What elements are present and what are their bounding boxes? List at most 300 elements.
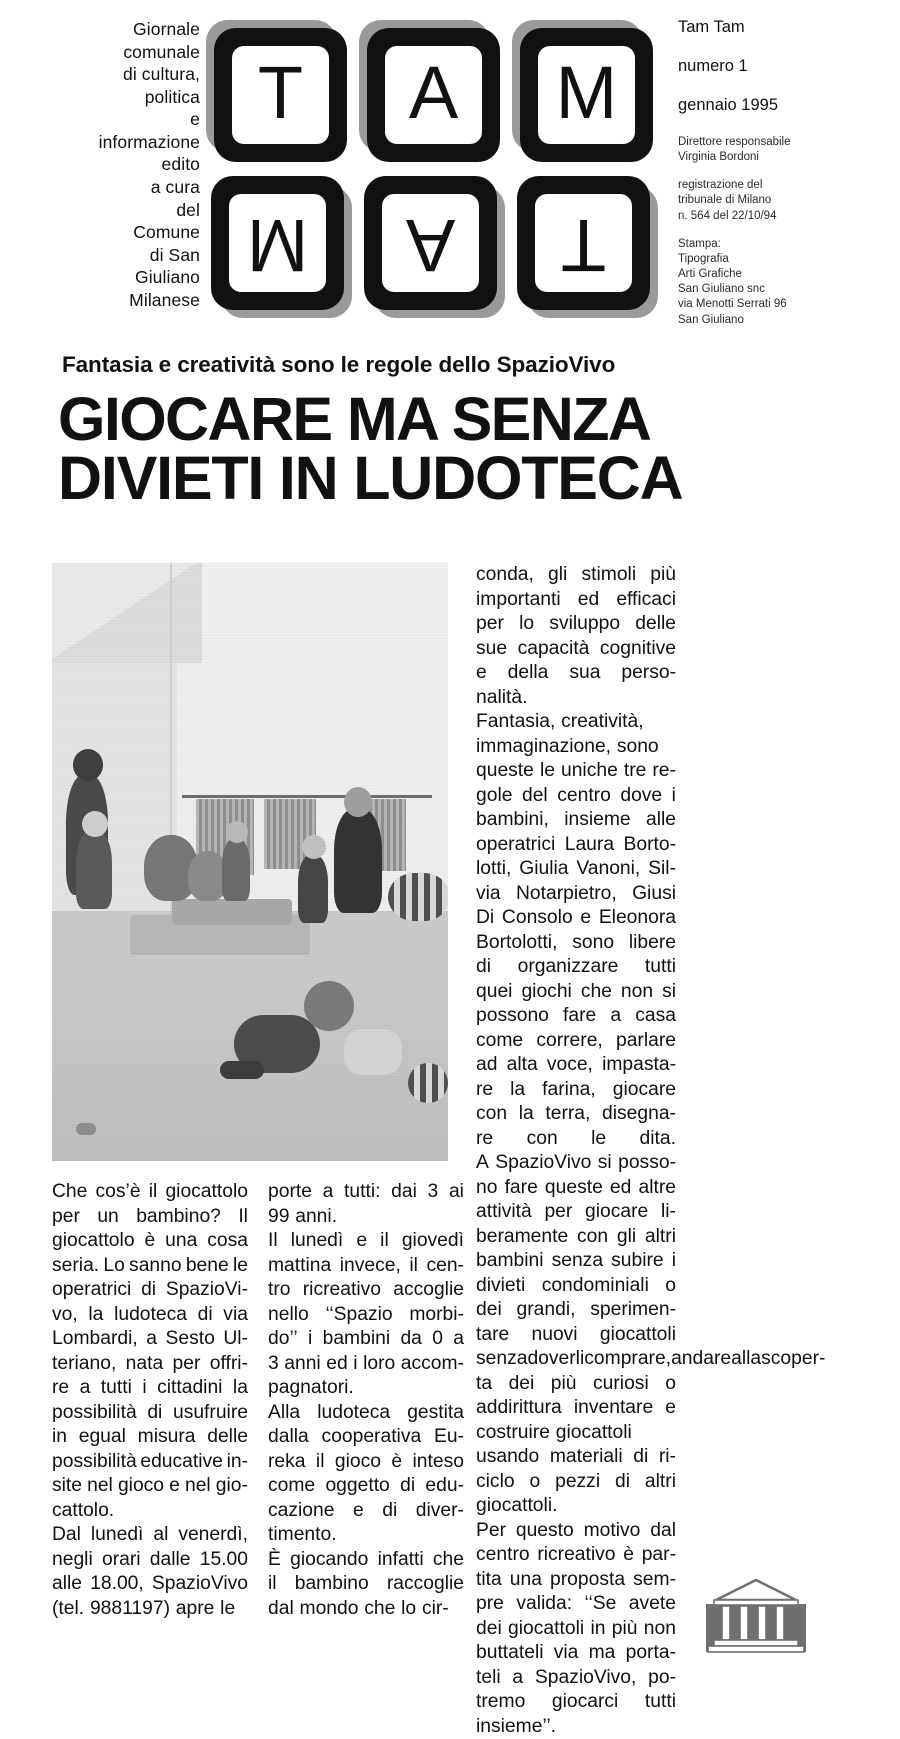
article-word: insieme bbox=[564, 808, 630, 833]
article-word: dal bbox=[268, 1597, 294, 1622]
article-text-line bbox=[476, 1004, 676, 1029]
article-word: altri bbox=[645, 1470, 676, 1495]
article-word: pezzi bbox=[555, 1470, 600, 1495]
article-word: o bbox=[665, 1274, 676, 1299]
article-word: misura bbox=[138, 1425, 196, 1450]
article-text-line bbox=[268, 1376, 464, 1401]
article-word: si bbox=[598, 1151, 612, 1176]
article-word: impasta- bbox=[602, 1053, 676, 1078]
article-word: che bbox=[581, 980, 612, 1005]
article-word: SpazioVivo bbox=[495, 1151, 591, 1176]
article-word: par- bbox=[642, 1543, 676, 1568]
article-word: ricreativo bbox=[537, 1543, 615, 1568]
article-word: senza bbox=[552, 1249, 603, 1274]
article-word: e bbox=[353, 1499, 364, 1524]
director-name: Virginia Bordoni bbox=[678, 150, 868, 165]
article-text-line bbox=[268, 1205, 464, 1230]
article-word: sono bbox=[617, 735, 659, 760]
article-word: venerdì, bbox=[178, 1523, 248, 1548]
article-text-line bbox=[476, 906, 676, 931]
article-word: sua bbox=[569, 661, 600, 686]
article-word: immaginazione, bbox=[476, 735, 611, 760]
article-text-line bbox=[476, 710, 676, 735]
article-word: costruire bbox=[476, 1421, 550, 1446]
article-word: giocarci bbox=[552, 1690, 618, 1715]
article-word: timento. bbox=[268, 1523, 337, 1548]
article-word: inteso bbox=[413, 1450, 464, 1475]
article-word: conda, bbox=[476, 563, 534, 588]
article-word: di bbox=[476, 955, 491, 980]
article-word: Lo bbox=[103, 1254, 124, 1279]
article-word: Notarpietro, bbox=[516, 882, 617, 907]
article-word: in bbox=[52, 1425, 67, 1450]
article-word: cazione bbox=[268, 1499, 334, 1524]
article-word: re bbox=[476, 1078, 493, 1103]
article-word: i bbox=[142, 1376, 146, 1401]
keycap-face bbox=[232, 46, 329, 144]
article-word: centro bbox=[476, 1543, 530, 1568]
article-word: ‘‘Spazio bbox=[325, 1303, 392, 1328]
article-word: il bbox=[380, 1229, 389, 1254]
article-word: (tel. bbox=[52, 1597, 84, 1622]
article-word: possibilità bbox=[52, 1401, 137, 1426]
article-word: lunedì bbox=[91, 1523, 144, 1548]
article-word: nello bbox=[268, 1303, 309, 1328]
article-word: per bbox=[52, 1205, 80, 1230]
article-text-line bbox=[476, 1127, 676, 1152]
article-word: bambino? bbox=[136, 1205, 221, 1230]
article-word: educative bbox=[140, 1450, 223, 1475]
article-word: dita. bbox=[640, 1127, 676, 1152]
article-text-line bbox=[476, 980, 676, 1005]
article-word: o bbox=[529, 1470, 540, 1495]
article-word: cooperativa bbox=[322, 1425, 422, 1450]
article-word: bambini, bbox=[476, 808, 549, 833]
article-text-line bbox=[268, 1499, 464, 1524]
article-word: scoper- bbox=[761, 1347, 825, 1372]
article-word: sue bbox=[476, 637, 507, 662]
article-word: queste bbox=[545, 1176, 603, 1201]
article-word: a bbox=[146, 1327, 157, 1352]
article-word: è bbox=[623, 1543, 634, 1568]
article-word: grandi, bbox=[517, 1298, 576, 1323]
article-text-line bbox=[476, 1519, 676, 1544]
printer-line: via Menotti Serrati 96 bbox=[678, 297, 868, 312]
article-word: per bbox=[544, 1200, 572, 1225]
article-text-line bbox=[268, 1548, 464, 1573]
article-word: usando bbox=[476, 1445, 539, 1470]
article-word: morbi- bbox=[409, 1303, 464, 1328]
article-word: gio- bbox=[216, 1474, 248, 1499]
article-word: tutti: bbox=[344, 1180, 380, 1205]
article-word: addirittura bbox=[476, 1396, 562, 1421]
article-text-line bbox=[268, 1450, 464, 1475]
article-word: efficaci bbox=[616, 588, 676, 613]
article-word: nel bbox=[185, 1474, 211, 1499]
article-word: sperimen- bbox=[590, 1298, 676, 1323]
article-text-line bbox=[268, 1180, 464, 1205]
keycap-face bbox=[538, 46, 635, 144]
article-word: gole bbox=[476, 784, 512, 809]
article-word: li- bbox=[661, 1200, 676, 1225]
article-word: di bbox=[615, 1470, 630, 1495]
article-word: re- bbox=[652, 759, 676, 784]
article-word: alla bbox=[731, 1347, 761, 1372]
article-word: uniche bbox=[561, 759, 618, 784]
article-word: comprare, bbox=[584, 1347, 671, 1372]
keycap-letter: A bbox=[406, 208, 455, 282]
masthead-descriptor-line: Comune bbox=[48, 221, 200, 244]
article-word: più bbox=[612, 1617, 638, 1642]
article-text-line bbox=[476, 931, 676, 956]
article-word: invece, bbox=[340, 1254, 401, 1279]
article-word: dei bbox=[509, 1372, 535, 1397]
article-word: seria. bbox=[52, 1254, 99, 1279]
article-word: creatività, bbox=[561, 710, 644, 735]
printer-line: Tipografia bbox=[678, 252, 868, 267]
article-word: diver- bbox=[416, 1499, 464, 1524]
article-word: o bbox=[665, 1372, 676, 1397]
article-word: porte bbox=[268, 1180, 312, 1205]
article-text-line bbox=[476, 833, 676, 858]
article-text-line bbox=[476, 1690, 676, 1715]
tamtam-logo bbox=[206, 20, 658, 320]
article-word: cen- bbox=[426, 1254, 464, 1279]
article-word: il bbox=[316, 1450, 325, 1475]
article-text-line bbox=[476, 1470, 676, 1495]
article-word: cosa bbox=[207, 1229, 248, 1254]
article-word: stimoli bbox=[581, 563, 636, 588]
article-word: casa bbox=[635, 1004, 676, 1029]
article-word: dei bbox=[476, 1298, 502, 1323]
article-text-line bbox=[476, 1053, 676, 1078]
article-column-1 bbox=[52, 1180, 248, 1621]
article-word: accom- bbox=[401, 1352, 464, 1377]
article-word: giocattoli. bbox=[476, 1494, 557, 1519]
article-word: vo, bbox=[52, 1303, 78, 1328]
keycap-tile bbox=[207, 172, 352, 318]
article-word: giocando bbox=[290, 1548, 368, 1573]
article-word: ludoteca bbox=[114, 1303, 187, 1328]
classical-temple-icon bbox=[700, 1578, 812, 1656]
tamtam-logo-row-upper bbox=[206, 20, 658, 166]
article-word: Lombardi, bbox=[52, 1327, 138, 1352]
article-word: con bbox=[577, 1225, 608, 1250]
article-word: a bbox=[610, 1004, 621, 1029]
article-word: ed bbox=[610, 1176, 631, 1201]
article-text-line bbox=[476, 1298, 676, 1323]
article-word: sono bbox=[572, 931, 614, 956]
article-word: come bbox=[268, 1474, 315, 1499]
article-word: e bbox=[665, 1396, 676, 1421]
article-word: infatti bbox=[378, 1548, 424, 1573]
article-word: ed bbox=[326, 1352, 347, 1377]
article-text-line bbox=[476, 955, 676, 980]
article-word: anni bbox=[284, 1352, 320, 1377]
keycap-letter: T bbox=[561, 208, 606, 282]
article-word: le bbox=[540, 759, 555, 784]
keycap-letter: A bbox=[409, 56, 458, 130]
article-text-line bbox=[268, 1327, 464, 1352]
article-word: 18.00, bbox=[90, 1572, 144, 1597]
article-word: fare bbox=[563, 1004, 596, 1029]
article-text-line bbox=[476, 1274, 676, 1299]
article-text-line bbox=[476, 1617, 676, 1642]
article-text-line bbox=[268, 1352, 464, 1377]
article-word: tremo bbox=[476, 1690, 525, 1715]
article-text-line bbox=[476, 882, 676, 907]
article-word: di bbox=[633, 1445, 648, 1470]
article-text-line bbox=[476, 1445, 676, 1470]
article-word: Per bbox=[476, 1519, 506, 1544]
article-text-line bbox=[476, 637, 676, 662]
article-text-line bbox=[268, 1425, 464, 1450]
article-text-line bbox=[476, 1568, 676, 1593]
article-text-line bbox=[52, 1499, 248, 1524]
article-word: Dal bbox=[52, 1523, 81, 1548]
printer-block bbox=[678, 237, 868, 328]
article-word: delle bbox=[207, 1425, 248, 1450]
article-word: giocattolo bbox=[165, 1180, 248, 1205]
article-word: non bbox=[644, 1617, 676, 1642]
article-word: parlare bbox=[616, 1029, 676, 1054]
article-word: curiosi bbox=[593, 1372, 649, 1397]
article-text-line bbox=[476, 1249, 676, 1274]
article-word: la bbox=[88, 1303, 103, 1328]
article-word: cattolo. bbox=[52, 1499, 114, 1524]
article-word: Consolo bbox=[502, 906, 573, 931]
printer-line: San Giuliano bbox=[678, 313, 868, 328]
article-word: giocattoli bbox=[600, 1323, 676, 1348]
article-word: libere bbox=[629, 931, 676, 956]
article-word: di bbox=[141, 1278, 156, 1303]
article-word: tare bbox=[476, 1323, 509, 1348]
article-word: i bbox=[353, 1352, 357, 1377]
printer-line: Stampa: bbox=[678, 237, 868, 252]
article-word: alta bbox=[507, 1053, 538, 1078]
article-word: bene bbox=[186, 1254, 229, 1279]
article-text-line bbox=[52, 1180, 248, 1205]
article-word: cos’è bbox=[96, 1180, 141, 1205]
article-word: 0 bbox=[432, 1327, 443, 1352]
article-word: 3 bbox=[268, 1352, 279, 1377]
article-word: Di bbox=[476, 906, 494, 931]
article-word: e bbox=[169, 1474, 180, 1499]
article-text-line bbox=[52, 1327, 248, 1352]
masthead bbox=[0, 0, 900, 330]
article-word: accoglie bbox=[393, 1278, 464, 1303]
article-word: materiali bbox=[550, 1445, 623, 1470]
masthead-colophon bbox=[678, 18, 868, 341]
article-text-line bbox=[476, 1102, 676, 1127]
keycap-face bbox=[229, 194, 326, 292]
article-text-line bbox=[52, 1572, 248, 1597]
article-word: possono bbox=[476, 1004, 549, 1029]
article-word: loro bbox=[363, 1352, 395, 1377]
article-word: gioco bbox=[118, 1474, 164, 1499]
registration-line: n. 564 del 22/10/94 bbox=[678, 209, 868, 224]
article-word: condominiali bbox=[542, 1274, 649, 1299]
article-word: ricreativo bbox=[303, 1278, 381, 1303]
article-word: doverli bbox=[527, 1347, 584, 1372]
article-word: il bbox=[409, 1254, 418, 1279]
article-word: dai bbox=[391, 1180, 417, 1205]
article-word: A bbox=[476, 1151, 489, 1176]
article-text-line bbox=[52, 1523, 248, 1548]
article-text-line bbox=[476, 1176, 676, 1201]
article-word: tre bbox=[624, 759, 647, 784]
article-word: re bbox=[52, 1376, 69, 1401]
article-word: importanti bbox=[476, 588, 561, 613]
keycap-tile bbox=[206, 20, 351, 166]
article-word: operatrici bbox=[52, 1278, 131, 1303]
article-word: giovedì bbox=[402, 1229, 464, 1254]
article-word: e bbox=[356, 1229, 367, 1254]
article-word: cognitive bbox=[600, 637, 676, 662]
article-word: ed bbox=[578, 588, 599, 613]
article-word: oggetto bbox=[325, 1474, 389, 1499]
tamtam-logo-row-lower bbox=[206, 172, 658, 318]
masthead-descriptor-line: edito bbox=[48, 153, 200, 176]
article-word: al bbox=[153, 1523, 168, 1548]
article-text-line bbox=[476, 686, 676, 711]
article-text-line bbox=[476, 784, 676, 809]
article-word: sanno bbox=[129, 1254, 182, 1279]
article-word: un bbox=[97, 1205, 118, 1230]
article-word: 9881197) bbox=[90, 1597, 170, 1622]
article-photo bbox=[52, 563, 448, 1161]
article-word: valida: bbox=[516, 1592, 572, 1617]
article-word: Bortolotti, bbox=[476, 931, 557, 956]
article-word: sem- bbox=[633, 1568, 676, 1593]
article-word: apre bbox=[176, 1597, 215, 1622]
article-text-line bbox=[52, 1352, 248, 1377]
article-text-line bbox=[476, 1029, 676, 1054]
article-word: via bbox=[223, 1303, 248, 1328]
article-word: bambini bbox=[323, 1327, 391, 1352]
article-word: alle bbox=[646, 808, 676, 833]
article-word: in- bbox=[227, 1450, 248, 1475]
article-word: dalle bbox=[150, 1548, 191, 1573]
keycap-face bbox=[385, 46, 482, 144]
article-word: le bbox=[220, 1597, 235, 1622]
keycap-face bbox=[535, 194, 632, 292]
article-text-line bbox=[52, 1401, 248, 1426]
article-word: Borto- bbox=[623, 833, 676, 858]
article-word: Eleonora bbox=[599, 906, 676, 931]
article-word: organizzare bbox=[518, 955, 619, 980]
printer-line: San Giuliano snc bbox=[678, 282, 868, 297]
article-text-line bbox=[268, 1254, 464, 1279]
article-word: disegna- bbox=[602, 1102, 676, 1127]
article-word: tita bbox=[476, 1568, 502, 1593]
article-text-line bbox=[268, 1303, 464, 1328]
article-word: po- bbox=[648, 1666, 676, 1691]
article-word: ri- bbox=[659, 1445, 676, 1470]
article-word: il bbox=[268, 1572, 277, 1597]
masthead-descriptor-line: di San bbox=[48, 244, 200, 267]
article-word: a bbox=[453, 1327, 464, 1352]
article-word: Sil- bbox=[648, 857, 676, 882]
article-word: gioco bbox=[335, 1450, 381, 1475]
article-word: SpazioVivo, bbox=[535, 1666, 636, 1691]
article-word: mattina bbox=[268, 1254, 331, 1279]
keycap-tile bbox=[360, 172, 505, 318]
registration-line: registrazione del bbox=[678, 178, 868, 193]
article-word: re bbox=[476, 1127, 493, 1152]
article-text-line bbox=[476, 1543, 676, 1568]
article-text-line bbox=[476, 857, 676, 882]
article-word: Che bbox=[52, 1180, 87, 1205]
article-word: Eu- bbox=[434, 1425, 464, 1450]
article-word: dal bbox=[650, 1519, 676, 1544]
article-text-line bbox=[52, 1450, 248, 1475]
article-word: la bbox=[519, 1102, 534, 1127]
article-word: proposta bbox=[550, 1568, 625, 1593]
article-word: che bbox=[433, 1548, 464, 1573]
article-word: Il bbox=[268, 1229, 278, 1254]
article-word: è bbox=[144, 1229, 155, 1254]
article-word: del bbox=[522, 784, 548, 809]
article-word: Sesto bbox=[166, 1327, 215, 1352]
article-word: nalità. bbox=[476, 686, 527, 711]
keycap-tile bbox=[513, 172, 658, 318]
article-text-line bbox=[268, 1523, 464, 1548]
article-word: e bbox=[476, 661, 487, 686]
article-word: come bbox=[476, 1029, 523, 1054]
article-word: senza bbox=[476, 1347, 527, 1372]
keycap-letter: T bbox=[258, 56, 303, 130]
article-word: bambini bbox=[476, 1249, 544, 1274]
article-word: di bbox=[400, 1474, 415, 1499]
article-word: le bbox=[591, 1127, 606, 1152]
article-text-line bbox=[476, 1225, 676, 1250]
article-word: giocare bbox=[613, 1078, 676, 1103]
article-word: offri- bbox=[210, 1352, 248, 1377]
director-label: Direttore responsabile bbox=[678, 135, 868, 150]
article-text-line bbox=[52, 1597, 248, 1622]
article-word: Giusi bbox=[632, 882, 676, 907]
article-word: ad bbox=[476, 1053, 497, 1078]
article-word: orari bbox=[102, 1548, 141, 1573]
keycap-face bbox=[382, 194, 479, 292]
article-word: perso- bbox=[621, 661, 676, 686]
article-word: gestita bbox=[407, 1401, 464, 1426]
article-word: sviluppo bbox=[549, 612, 620, 637]
article-word: ciclo bbox=[476, 1470, 515, 1495]
article-word: andare bbox=[671, 1347, 731, 1372]
article-word: ai bbox=[449, 1180, 464, 1205]
article-word: SpazioVi- bbox=[166, 1278, 248, 1303]
article-text-line bbox=[476, 1396, 676, 1421]
article-word: SpazioVivo bbox=[152, 1572, 248, 1597]
article-word: a bbox=[512, 1666, 523, 1691]
article-text-line bbox=[476, 612, 676, 637]
article-word: dei bbox=[476, 1617, 502, 1642]
article-word: 3 bbox=[428, 1180, 439, 1205]
article-word: e bbox=[580, 906, 591, 931]
article-word: per bbox=[476, 612, 504, 637]
masthead-descriptor-line: a cura bbox=[48, 176, 200, 199]
article-text-line bbox=[268, 1597, 464, 1622]
article-word: giocattoli bbox=[556, 1421, 632, 1446]
article-word: per bbox=[173, 1352, 201, 1377]
article-word: della bbox=[508, 661, 549, 686]
article-text-line bbox=[476, 759, 676, 784]
article-word: gli bbox=[548, 563, 567, 588]
article-text-line bbox=[476, 1666, 676, 1691]
article-word: pagnatori. bbox=[268, 1376, 354, 1401]
